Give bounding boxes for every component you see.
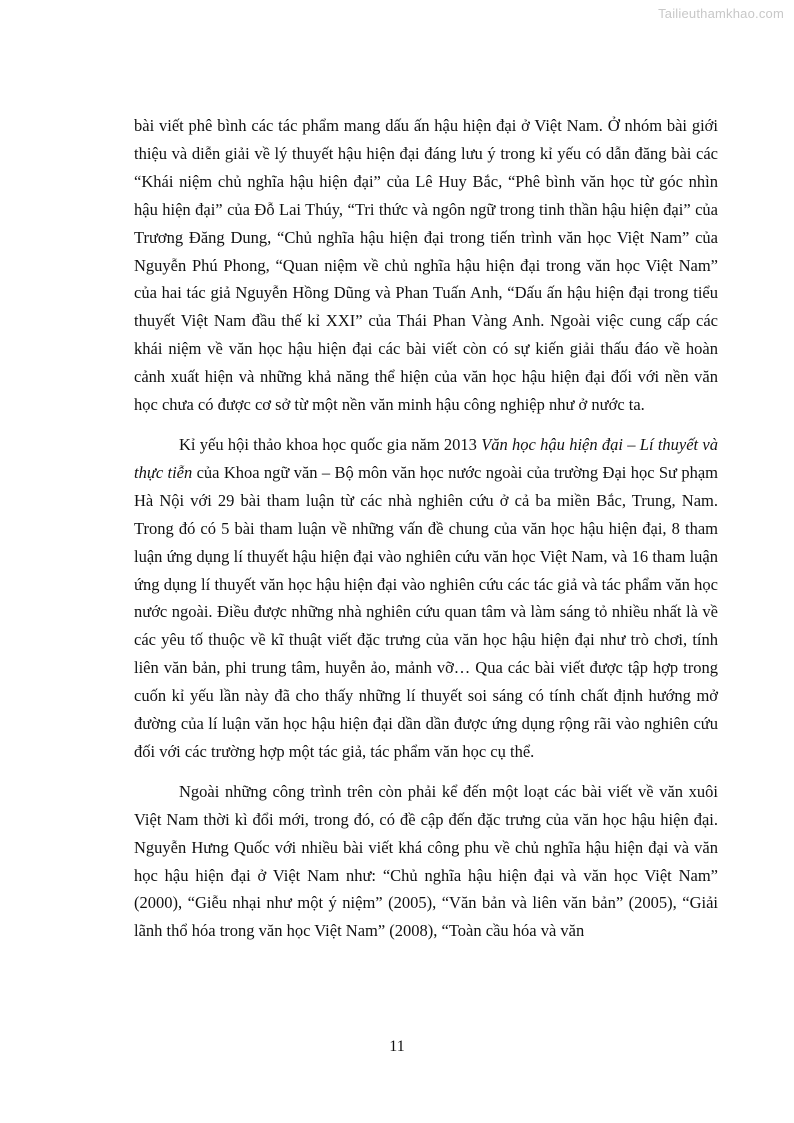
paragraph-2-book-title: Văn học hậu hiện đại – Lí thuyết và thực tiễn	[134, 434, 718, 482]
paragraph-1	[134, 112, 718, 419]
paragraph-1-text: bài viết phê bình các tác phẩm mang dấu ấn hậu hiện đại ở Việt Nam. Ở nhóm bài giới thiệu và diễn giải về lý thuyết hậu hiện đại đáng lưu ý trong kỉ yếu có dẫn đăng bài các “Khái niệm chủ nghĩa hậu hiện đại” của Lê Huy Bắc, “Phê bình văn học từ góc nhìn hậu hiện đại” của Đỗ Lai Thúy, “Tri thức và ngôn ngữ trong tinh thần hậu hiện đại” của Trương Đăng Dung, “Chủ nghĩa hậu hiện đại trong tiến trình văn học Việt Nam” của Nguyễn Phú Phong, “Quan niệm về chủ nghĩa hậu hiện đại trong văn học Việt Nam” của hai tác giả Nguyễn Hồng Dũng và Phan Tuấn Anh, “Dấu ấn hậu hiện đại trong tiểu thuyết Việt Nam đầu thế kỉ XXI” của Thái Phan Vàng Anh. Ngoài việc cung cấp các khái niệm về văn học hậu hiện đại các bài viết còn có sự kiến giải thấu đáo về hoàn cảnh xuất hiện và những khả năng thể hiện của văn học hậu hiện đại đối với nền văn học chưa có được cơ sở từ một nền văn minh hậu công nghiệp như ở nước ta.	[134, 116, 718, 415]
paragraph-2-text-b: của Khoa ngữ văn – Bộ môn văn học nước ngoài của trường Đại học Sư phạm Hà Nội với 29 bài tham luận từ các nhà nghiên cứu ở cả ba miền Bắc, Trung, Nam. Trong đó có 5 bài tham luận về những vấn đề chung của văn học hậu hiện đại, 8 tham luận ứng dụng lí thuyết hậu hiện đại vào nghiên cứu văn học Việt Nam, và 16 tham luận ứng dụng lí thuyết văn học hậu hiện đại vào nghiên cứu các tác giả và tác phẩm văn học nước ngoài. Điều được những nhà nghiên cứu quan tâm và làm sáng tỏ nhiều nhất là về các yêu tố thuộc về kĩ thuật viết đặc trưng của văn học hậu hiện đại như trò chơi, tính liên văn bản, phi trung tâm, huyễn ảo, mảnh vỡ… Qua các bài viết được tập hợp trong cuốn kỉ yếu lần này đã cho thấy những lí thuyết soi sáng có tính chất định hướng mở đường của lí luận văn học hậu hiện đại dần dần được ứng dụng rộng rãi vào nghiên cứu đối với các trường hợp một tác giả, tác phẩm văn học cụ thể.	[134, 462, 718, 761]
paragraph-2-text-a: Kỉ yếu hội thảo khoa học quốc gia năm 2013	[179, 434, 482, 454]
watermark: Tailieuthamkhao.com	[658, 6, 784, 21]
paragraph-3	[134, 778, 718, 945]
paragraph-3-text: Ngoài những công trình trên còn phải kể đến một loạt các bài viết về văn xuôi Việt Nam thời kì đổi mới, trong đó, có đề cập đến đặc trưng của văn học hậu hiện đại. Nguyễn Hưng Quốc với nhiều bài viết khá công phu về chủ nghĩa hậu hiện đại và văn học hậu hiện đại ở Việt Nam như: “Chủ nghĩa hậu hiện đại và văn học Việt Nam” (2000), “Giễu nhại như một ý niệm” (2005), “Văn bản và liên văn bản” (2005), “Giải lãnh thổ hóa trong văn học Việt Nam” (2008), “Toàn cầu hóa và văn	[134, 781, 718, 941]
page-number: 11	[389, 1038, 405, 1055]
document-body	[134, 112, 718, 957]
paragraph-2	[134, 431, 718, 766]
